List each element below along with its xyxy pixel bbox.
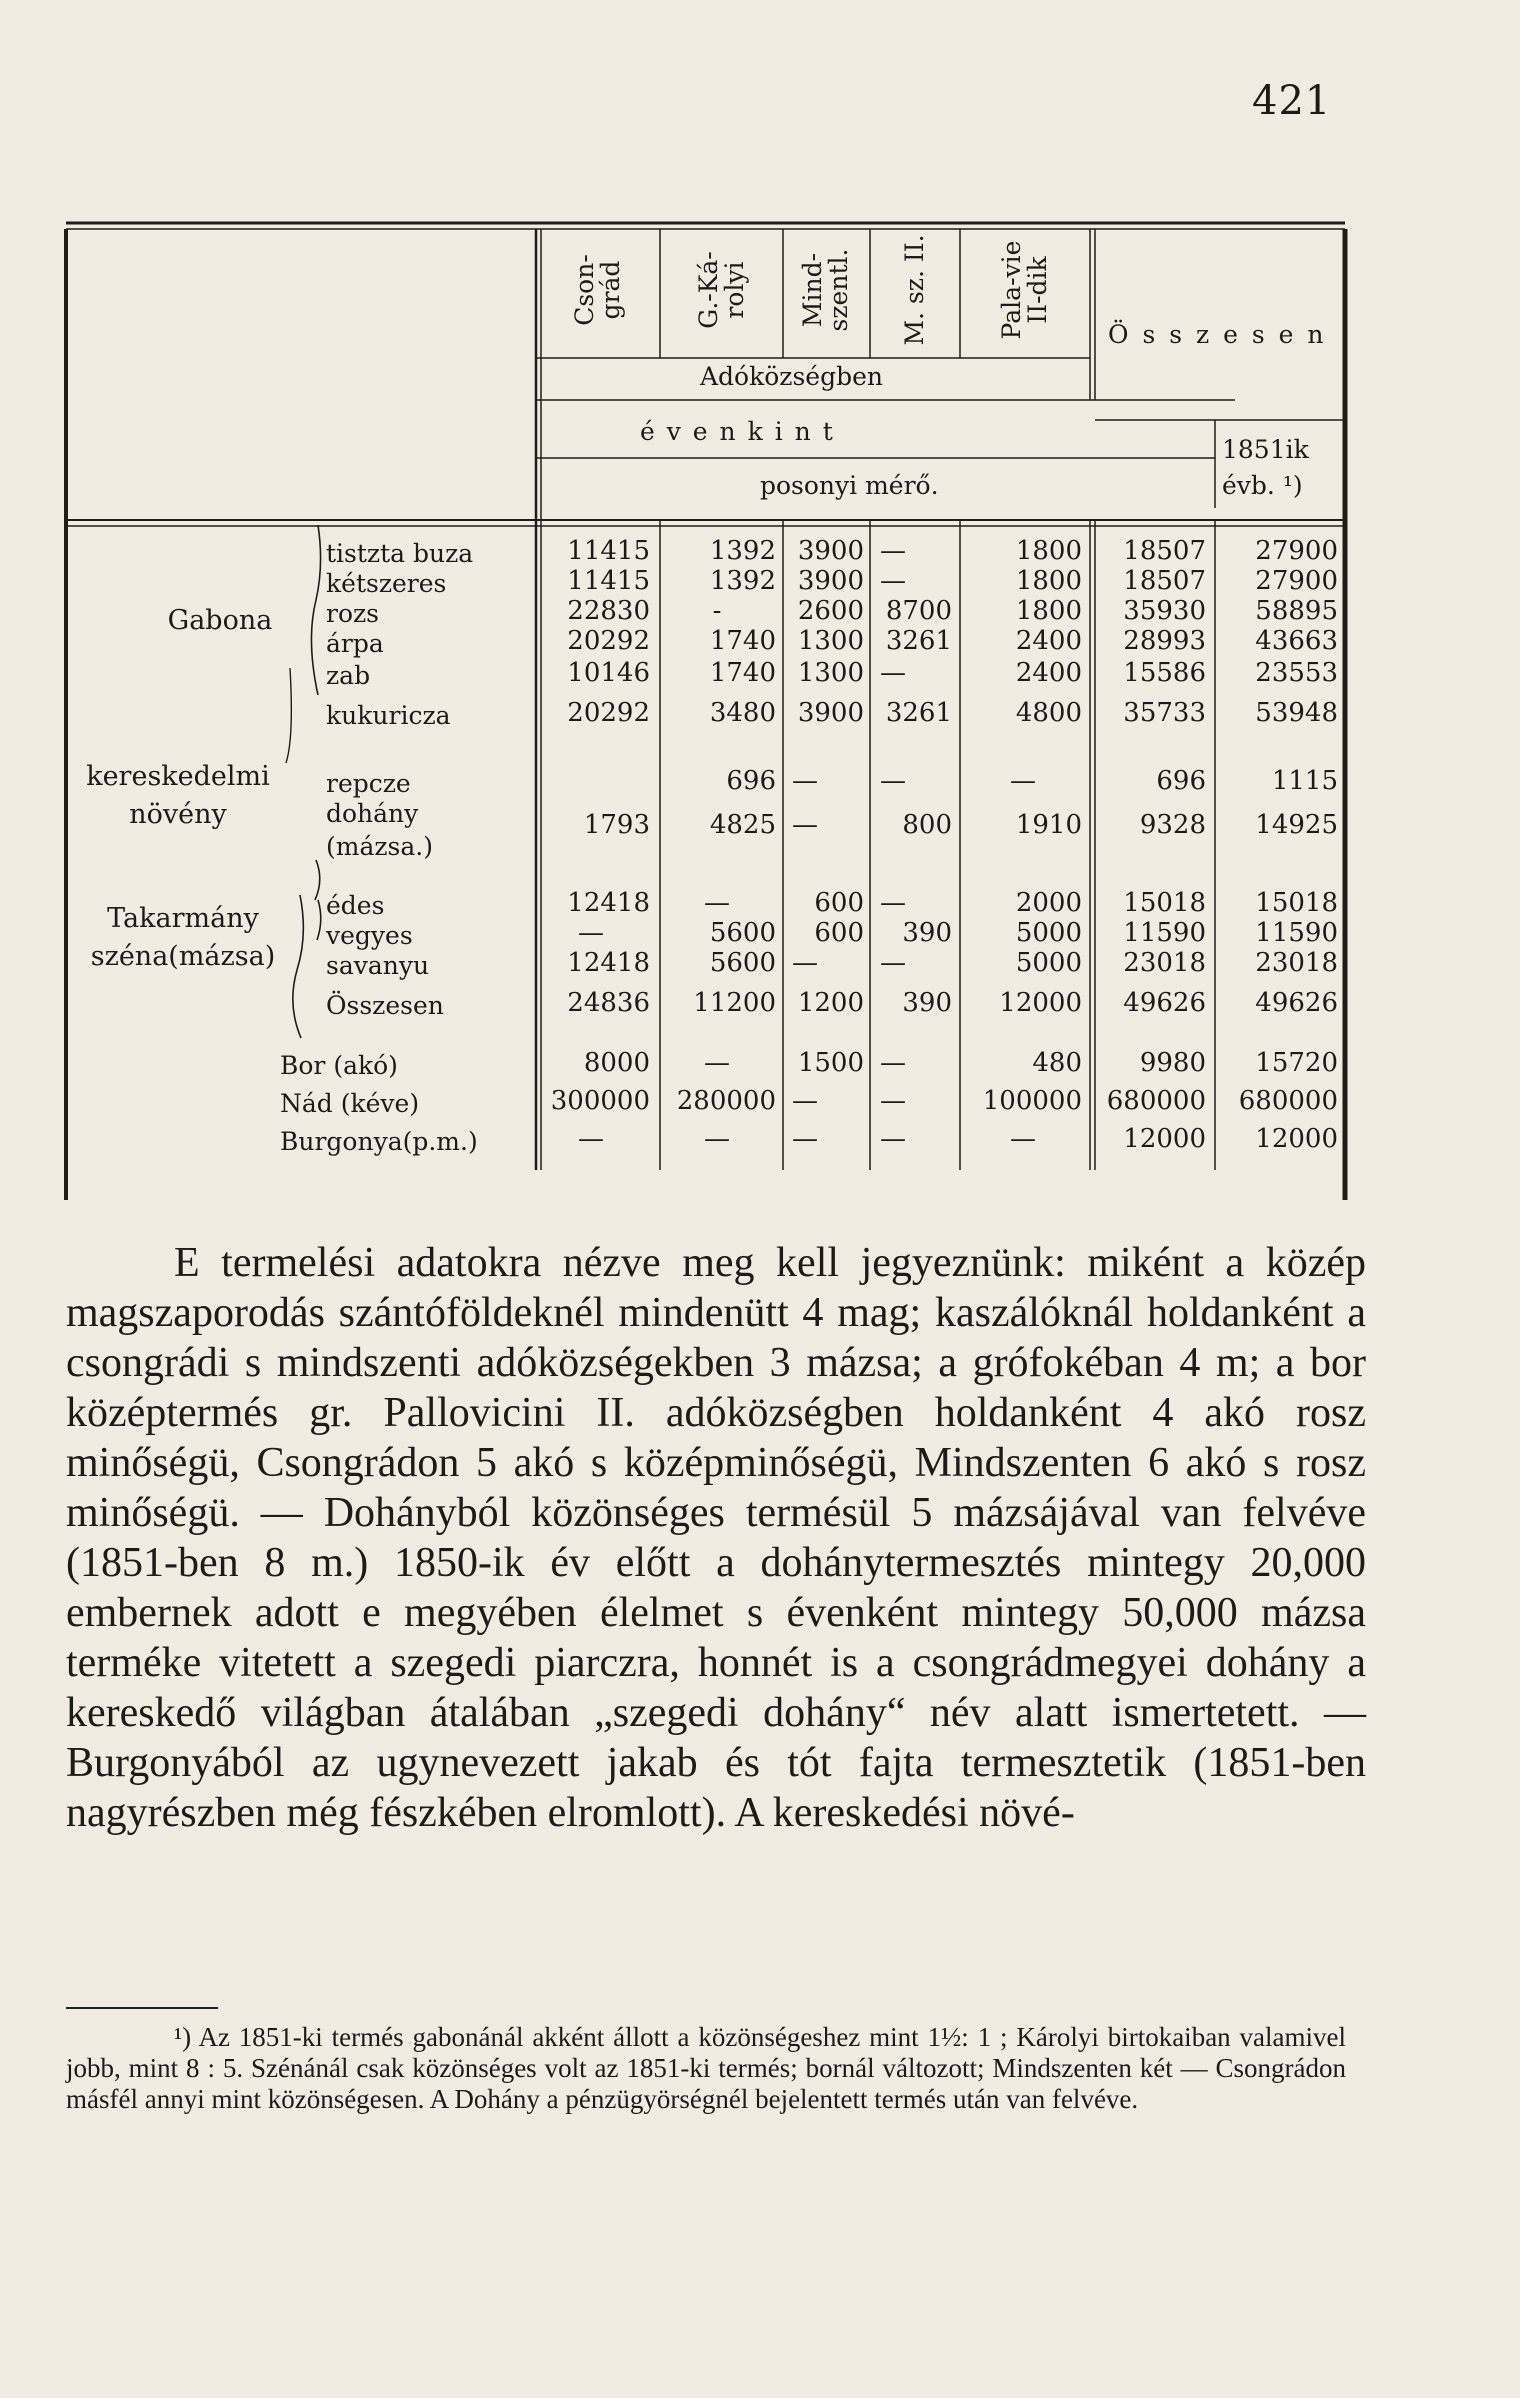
table-cell: — <box>880 1124 906 1154</box>
table-cell: 1800 <box>1015 536 1082 566</box>
table-cell: 390 <box>902 918 952 948</box>
table-cell: 1800 <box>1015 596 1082 626</box>
table-cell: 5000 <box>1015 948 1082 978</box>
table-cell: 18507 <box>1123 566 1206 596</box>
table-cell: 15018 <box>1255 888 1338 918</box>
table-cell: 12418 <box>567 888 650 918</box>
total-header: Ö s s z e s e n <box>1108 320 1327 349</box>
row-label: kétszeres <box>326 569 447 598</box>
table-cell: — <box>704 888 730 918</box>
table-cell: 390 <box>902 988 952 1018</box>
table-cell: 1800 <box>1015 566 1082 596</box>
table-cell: — <box>792 766 818 796</box>
table-cell: 11590 <box>1255 918 1338 948</box>
table-cell: — <box>792 948 818 978</box>
column-header-1: Cson-grád <box>569 254 625 326</box>
table-cell: 1740 <box>709 626 776 656</box>
table-cell: — <box>704 1124 730 1154</box>
table-cell: 9980 <box>1139 1048 1206 1078</box>
table-cell: — <box>880 1048 906 1078</box>
table-cell: 14925 <box>1255 810 1338 840</box>
evenkint-header: é v e n k i n t <box>640 417 835 446</box>
table-cell: 100000 <box>982 1086 1082 1116</box>
row-label: vegyes <box>326 921 413 950</box>
table-cell: — <box>578 1124 604 1154</box>
table-cell: 58895 <box>1255 596 1338 626</box>
table-cell: 27900 <box>1255 536 1338 566</box>
table-cell: 680000 <box>1106 1086 1206 1116</box>
table-cell: 11590 <box>1123 918 1206 948</box>
table-cell: 3900 <box>797 698 864 728</box>
row-label: édes <box>326 891 385 920</box>
table-cell: — <box>792 810 818 840</box>
table-cell: 1115 <box>1271 766 1338 796</box>
table-cell: 5000 <box>1015 918 1082 948</box>
table-cell: 15018 <box>1123 888 1206 918</box>
table-cell: 28993 <box>1123 626 1206 656</box>
group-header: Adóközségben <box>700 362 884 391</box>
table-cell: — <box>1010 1124 1036 1154</box>
column-header-3: Mind-szentl. <box>797 248 853 332</box>
row-label: Nád (kéve) <box>280 1089 420 1118</box>
row-label: rozs <box>326 599 380 628</box>
table-cell: — <box>1010 766 1036 796</box>
table-cell: 600 <box>814 918 864 948</box>
row-label: Burgonya(p.m.) <box>280 1127 478 1156</box>
table-cell: 280000 <box>676 1086 776 1116</box>
group-label: Gabona <box>167 605 273 636</box>
table-cell: 10146 <box>567 658 650 688</box>
year-header: 1851ik évb. ¹) <box>1222 435 1309 501</box>
table-cell: 24836 <box>567 988 650 1018</box>
table-cell: 5600 <box>709 948 776 978</box>
table-cell: 4800 <box>1015 698 1082 728</box>
row-label: Összesen <box>326 991 444 1020</box>
table-cell: 12000 <box>999 988 1082 1018</box>
table-cell: 1392 <box>709 536 776 566</box>
table-cell: 3261 <box>885 698 952 728</box>
table-cell: 1200 <box>797 988 864 1018</box>
table-cell: — <box>880 888 906 918</box>
table-cell: 1392 <box>709 566 776 596</box>
table-cell: — <box>880 766 906 796</box>
row-label: árpa <box>326 629 384 658</box>
table-cell: 2000 <box>1015 888 1082 918</box>
table-cell: 3480 <box>709 698 776 728</box>
table-cell: — <box>792 1124 818 1154</box>
row-label: kukuricza <box>326 701 451 730</box>
table-cell: 3261 <box>885 626 952 656</box>
body-text: E termelési adatokra nézve meg kell jegyeznünk: miként a közép magszaporodás szántóföldeknél mindenütt 4 mag; kaszálóknál holdanként a csongrádi s mindszenti adóközségekben 3 mázsa; a grófokéban 4 m; a bor középtermés gr. Pallovicini II. adóközségben holdanként 4 akó rosz minőségü, Csongrádon 5 akó s középminőségü, Mindszenten 6 akó s rosz minőségü. — Dohányból közönséges termésül 5 mázsájával van felvéve (1851-ben 8 m.) 1850-ik év előtt a dohánytermesztés mintegy 20,000 embernek adott e megyében élelmet s évenként mintegy 50,000 mázsa terméke vitetett a szegedi piarczra, honnét is a csongrádmegyei dohány a kereskedő világban átalában „szegedi dohány“ név alatt ismertetett. — Burgonyából az ugynevezett jakab és tót fajta termesztetik (1851-ben nagyrészben még fészkében elromlott). A kereskedési növé- <box>66 1240 1366 1836</box>
table-cell: 2600 <box>797 596 864 626</box>
table-cell: 4825 <box>709 810 776 840</box>
table-cell: 15720 <box>1255 1048 1338 1078</box>
body-paragraph <box>66 1238 1366 1838</box>
table-cell: 5600 <box>709 918 776 948</box>
table-cell: 3900 <box>797 536 864 566</box>
table-cell: 480 <box>1032 1048 1082 1078</box>
table-cell: 1910 <box>1015 810 1082 840</box>
table-cell: 11415 <box>567 536 650 566</box>
row-label: savanyu <box>326 951 430 980</box>
table-cell: 12000 <box>1123 1124 1206 1154</box>
table-cell: 23018 <box>1255 948 1338 978</box>
table-cell: 20292 <box>567 698 650 728</box>
table-cell: 15586 <box>1123 658 1206 688</box>
table-cell: 11200 <box>693 988 776 1018</box>
footnote-rule <box>66 2007 218 2009</box>
table-cell: 696 <box>726 766 776 796</box>
table-cell: 1500 <box>797 1048 864 1078</box>
table-cell: 680000 <box>1238 1086 1338 1116</box>
table-cell: 1740 <box>709 658 776 688</box>
row-label: dohány (mázsa.) <box>326 799 433 861</box>
table-cell: 43663 <box>1255 626 1338 656</box>
table-cell: — <box>880 566 906 596</box>
column-header-2: G.-Ká-rolyi <box>693 251 749 329</box>
table-cell: — <box>792 1086 818 1116</box>
table-cell: 3900 <box>797 566 864 596</box>
table-cell: — <box>704 1048 730 1078</box>
table-cell: 1300 <box>797 626 864 656</box>
table-cell: 12000 <box>1255 1124 1338 1154</box>
table-cell: 300000 <box>550 1086 650 1116</box>
table-cell: 35733 <box>1123 698 1206 728</box>
table-cell: 2400 <box>1015 626 1082 656</box>
table-cell: 1793 <box>583 810 650 840</box>
row-label: Bor (akó) <box>280 1051 398 1080</box>
table-cell: 27900 <box>1255 566 1338 596</box>
table-cell: 49626 <box>1123 988 1206 1018</box>
table-cell: 18507 <box>1123 536 1206 566</box>
table-cell: 8000 <box>583 1048 650 1078</box>
table-cell: 1300 <box>797 658 864 688</box>
table-cell: 53948 <box>1255 698 1338 728</box>
table-cell: — <box>880 948 906 978</box>
group-label: kereskedelmi növény <box>86 761 270 830</box>
table-cell: 696 <box>1156 766 1206 796</box>
footnote-text: ¹) Az 1851-ki termés gabonánál akként állott a közönségeshez mint 1½: 1 ; Károlyi birtokaiban valamivel jobb, mint 8 : 5. Szénánál csak közönséges volt az 1851-ki termés; bornál változott; Mindszenten két — Csongrádon másfél annyi mint közönségesen. A Dohány a pénzügyörségnél bejelentett termés után van felvéve. <box>66 2022 1346 2114</box>
table-cell: 9328 <box>1139 810 1206 840</box>
table-cell: — <box>578 918 604 948</box>
table-cell: 800 <box>902 810 952 840</box>
table-cell: 23018 <box>1123 948 1206 978</box>
row-label: zab <box>326 661 371 690</box>
footnote <box>66 2022 1346 2115</box>
row-label: repcze <box>326 769 411 798</box>
row-label: tistzta buza <box>326 539 474 568</box>
table-cell: — <box>880 1086 906 1116</box>
table-cell: 12418 <box>567 948 650 978</box>
table-cell: 35930 <box>1123 596 1206 626</box>
column-header-5: Pala-vie II-dik <box>996 240 1052 340</box>
table-cell: 600 <box>814 888 864 918</box>
page-number: 421 <box>1252 78 1332 124</box>
column-header-4: M. sz. II. <box>899 234 929 346</box>
group-label: Takarmány széna(mázsa) <box>90 903 276 972</box>
table-cell: 8700 <box>885 596 952 626</box>
table-cell: 22830 <box>567 596 650 626</box>
table-cell: — <box>880 658 906 688</box>
table-cell: 11415 <box>567 566 650 596</box>
table-cell: 23553 <box>1255 658 1338 688</box>
table-cell: — <box>880 536 906 566</box>
table-cell: - <box>712 596 722 626</box>
table-cell: 49626 <box>1255 988 1338 1018</box>
table-cell: 20292 <box>567 626 650 656</box>
table-cell: 2400 <box>1015 658 1082 688</box>
unit-header: posonyi mérő. <box>760 471 939 500</box>
